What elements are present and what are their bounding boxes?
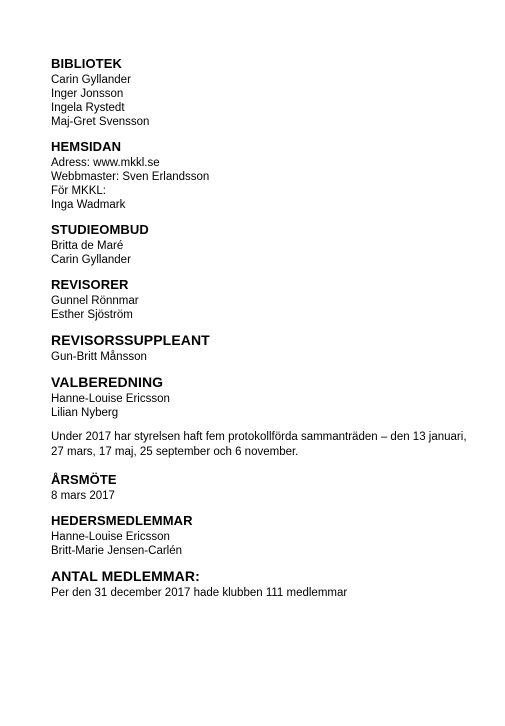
arsmote-line: 8 mars 2017 <box>51 490 115 502</box>
revisorer-line: Gunnel Rönnmar <box>51 295 139 307</box>
section-bibliotek <box>51 56 471 129</box>
styrelse-paragraph: Under 2017 har styrelsen haft fem protokollförda sammanträden – den 13 januari, 27 mars, 17 maj, 25 september och 6 november. <box>51 431 467 458</box>
heading-revisorer: REVISORER <box>51 277 129 292</box>
revisorer-line: Esther Sjöström <box>51 309 133 321</box>
bibliotek-line: Ingela Rystedt <box>51 102 125 114</box>
bibliotek-line: Carin Gyllander <box>51 74 131 86</box>
hemsidan-line: Adress: www.mkkl.se <box>51 157 160 169</box>
section-revisorer <box>51 277 471 322</box>
heading-revisorssuppleant: REVISORSSUPPLEANT <box>51 332 210 348</box>
hedersmedlemmar-line: Britt-Marie Jensen-Carlén <box>51 545 183 557</box>
hemsidan-line: Webbmaster: Sven Erlandsson <box>51 171 210 183</box>
hemsidan-line: För MKKL: <box>51 185 106 197</box>
section-hemsidan <box>51 139 471 212</box>
valberedning-line: Lilian Nyberg <box>51 407 119 419</box>
heading-bibliotek: BIBLIOTEK <box>51 56 122 71</box>
heading-antal-medlemmar: ANTAL MEDLEMMAR: <box>51 568 200 584</box>
document-page <box>51 56 471 610</box>
section-studieombud <box>51 222 471 267</box>
heading-arsmote: ÅRSMÖTE <box>51 472 117 487</box>
heading-hedersmedlemmar: HEDERSMEDLEMMAR <box>51 513 193 528</box>
hemsidan-line: Inga Wadmark <box>51 199 126 211</box>
section-arsmote <box>51 472 471 503</box>
bibliotek-line: Maj-Gret Svensson <box>51 116 150 128</box>
bibliotek-line: Inger Jonsson <box>51 88 124 100</box>
studieombud-line: Carin Gyllander <box>51 254 131 266</box>
section-antal-medlemmar <box>51 568 471 600</box>
heading-valberedning: VALBEREDNING <box>51 374 164 390</box>
hedersmedlemmar-line: Hanne-Louise Ericsson <box>51 531 170 543</box>
antal-medlemmar-line: Per den 31 december 2017 hade klubben 111 medlemmar <box>51 587 348 599</box>
heading-hemsidan: HEMSIDAN <box>51 139 122 154</box>
studieombud-line: Britta de Maré <box>51 240 124 252</box>
heading-studieombud: STUDIEOMBUD <box>51 222 149 237</box>
section-hedersmedlemmar <box>51 513 471 558</box>
section-revisorssuppleant <box>51 332 471 364</box>
section-valberedning <box>51 374 471 420</box>
valberedning-line: Hanne-Louise Ericsson <box>51 393 170 405</box>
revisorssuppleant-line: Gun-Britt Månsson <box>51 351 147 363</box>
